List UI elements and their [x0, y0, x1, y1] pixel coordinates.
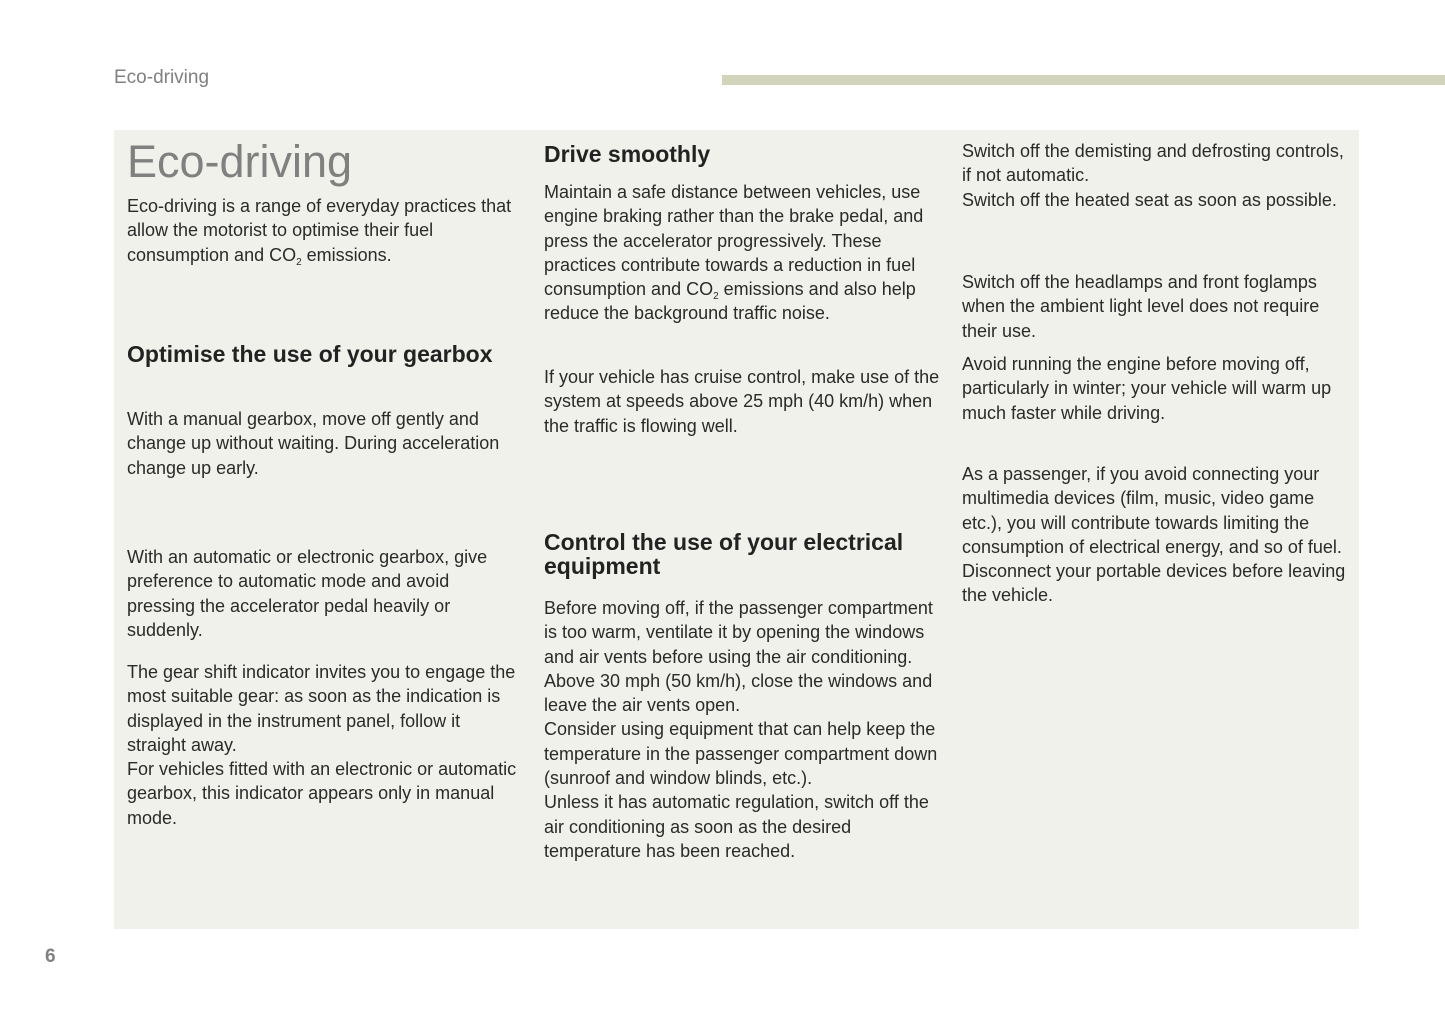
gearbox-heading: Optimise the use of your gearbox	[127, 341, 493, 367]
smooth-text-end: emissions and also help reduce the background traffic noise.	[544, 279, 916, 324]
electrical-line: Consider using equipment that can help keep the temperature in the passenger compartment down (sunroof and window blinds, etc.).	[544, 719, 938, 789]
co2-subscript: 2	[296, 256, 302, 268]
demisting-paragraph	[962, 139, 1354, 212]
page-number: 6	[45, 946, 56, 967]
electrical-line: Before moving off, if the passenger compartment is too warm, ventilate it by opening the windows and air vents before using the air conditioning.	[544, 598, 933, 667]
electrical-line: Above 30 mph (50 km/h), close the windows and leave the air vents open.	[544, 670, 933, 716]
content-panel	[114, 130, 1359, 929]
page-title: Eco-driving	[127, 136, 353, 187]
intro-text: Eco-driving is a range of everyday practices that allow the motorist to optimise their fuel consumption and CO	[127, 196, 512, 265]
section-header-label: Eco-driving	[114, 67, 210, 88]
demist-line: Switch off the demisting and defrosting controls, if not automatic.	[962, 141, 1344, 186]
gear-shift-indicator-paragraph	[127, 660, 522, 830]
gsi-text-2: For vehicles fitted with an electronic or automatic gearbox, this indicator appears only in manual mode.	[127, 759, 517, 828]
intro-paragraph	[127, 194, 522, 267]
automatic-gearbox-paragraph: With an automatic or electronic gearbox, give preference to automatic mode and avoid pressing the accelerator pedal heavily or suddenly.	[127, 547, 488, 640]
headlamps-paragraph: Switch off the headlamps and front foglamps when the ambient light level does not require their use.	[962, 272, 1320, 341]
header-divider-bar	[722, 75, 1445, 85]
gsi-text: The gear shift indicator invites you to engage the most suitable gear: as soon as the indication is displayed in the instrument panel, follow it straight away.	[127, 662, 516, 755]
co2-subscript-2: 2	[713, 291, 719, 303]
cruise-control-paragraph: If your vehicle has cruise control, make use of the system at speeds above 25 mph (40 km/h) when the traffic is flowing well.	[544, 367, 940, 436]
engine-warmup-paragraph: Avoid running the engine before moving off, particularly in winter; your vehicle will warm up much faster while driving.	[962, 354, 1332, 423]
passenger-line: Disconnect your portable devices before leaving the vehicle.	[962, 561, 1346, 606]
drive-smoothly-paragraph	[544, 180, 944, 326]
electrical-line: Unless it has automatic regulation, switch off the air conditioning as soon as the desired temperature has been reached.	[544, 792, 929, 861]
passenger-line: As a passenger, if you avoid connecting your multimedia devices (film, music, video game etc.), you will contribute towards limiting the consumption of electrical energy, and so of fuel.	[962, 464, 1342, 557]
passenger-devices-paragraph	[962, 462, 1354, 608]
drive-smoothly-heading: Drive smoothly	[544, 141, 711, 167]
demist-line: Switch off the heated seat as soon as possible.	[962, 189, 1337, 210]
smooth-text: Maintain a safe distance between vehicles, use engine braking rather than the brake pedal, and press the accelerator progressively. These practices contribute towards a reduction in fuel consumption and CO	[544, 182, 924, 300]
electrical-equipment-paragraph	[544, 596, 944, 863]
electrical-equipment-heading: Control the use of your electrical equipment	[544, 529, 904, 579]
intro-text-end: emissions.	[301, 244, 392, 265]
manual-gearbox-paragraph: With a manual gearbox, move off gently and change up without waiting. During acceleration change up early.	[127, 409, 500, 478]
